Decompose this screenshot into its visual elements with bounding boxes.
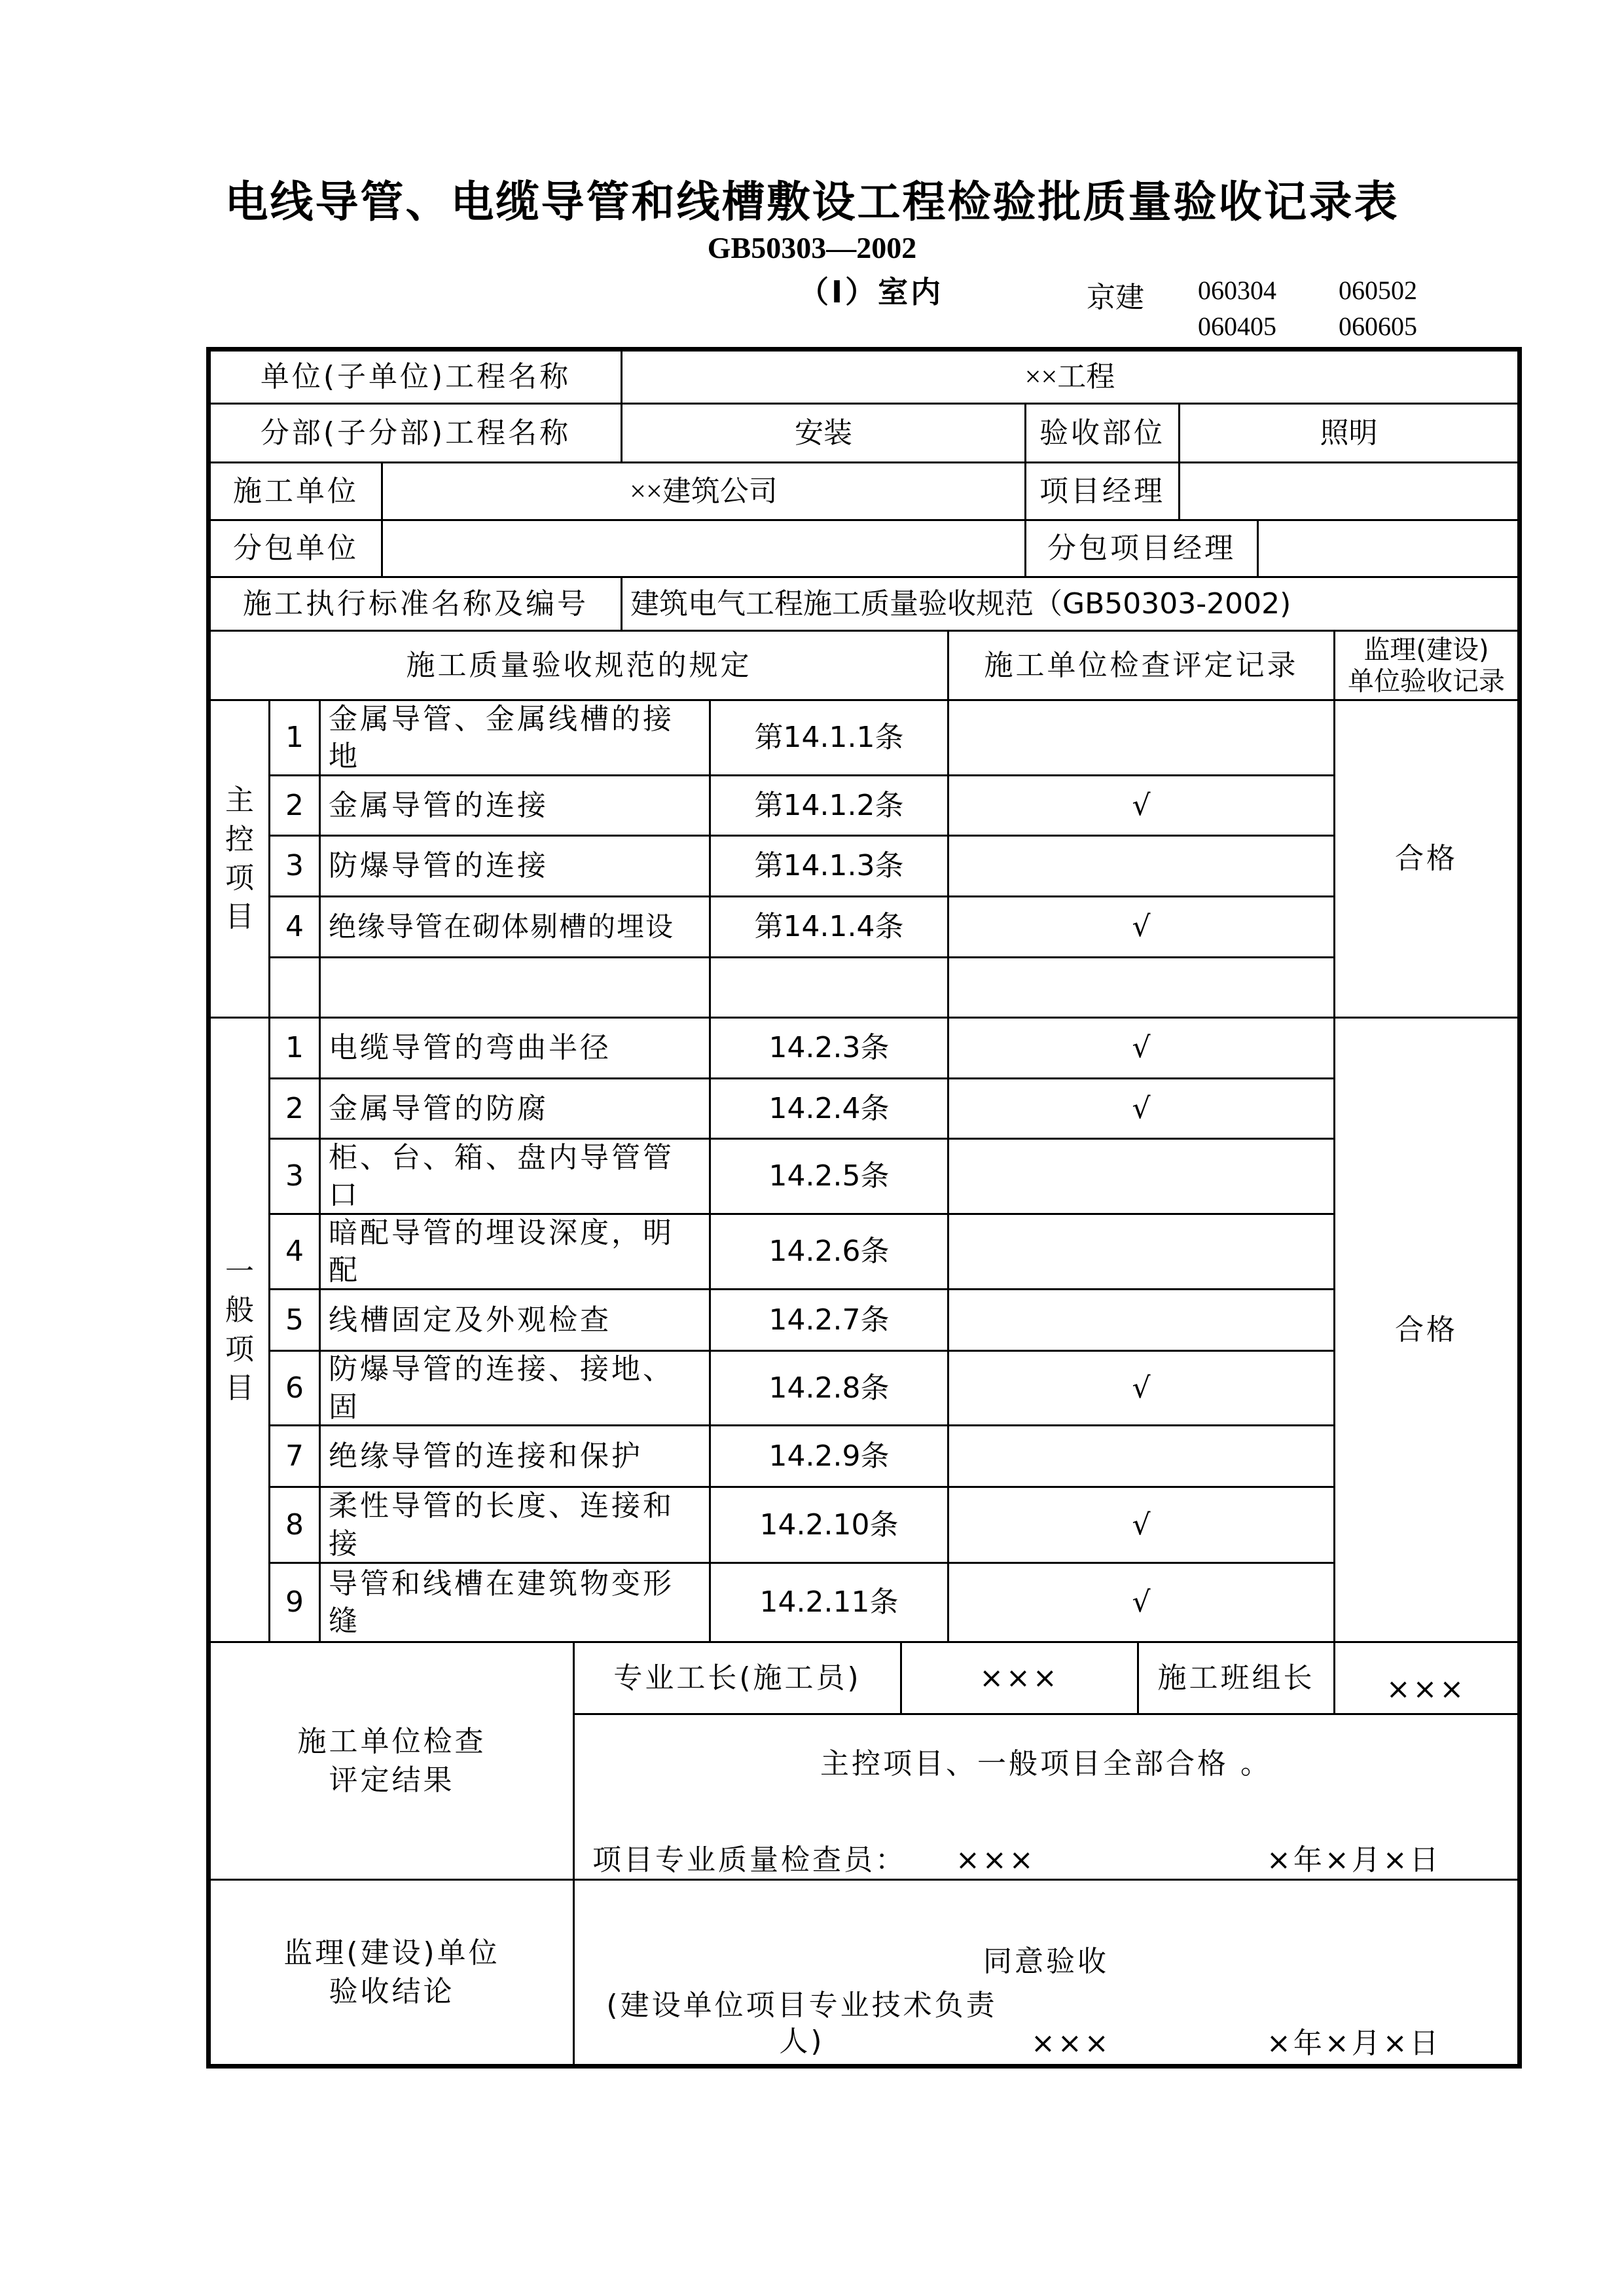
inspection-label-line2: 评定结果 [329,1763,455,1797]
item-check-mark[interactable] [949,1215,1333,1288]
item-text: 导管和线槽在建筑物变形缝 [329,1566,674,1638]
jing-jian-label: 京建 [1087,281,1144,314]
item-number: 1 [285,721,304,755]
item-clause: 第14.1.3条 [754,849,904,883]
construction-unit-label: 施工单位 [233,474,359,508]
supervision-header-line2: 单位验收记录 [1348,666,1505,696]
subcontract-manager-value[interactable] [1259,521,1517,576]
project-manager-label: 项目经理 [1039,474,1165,508]
item-number: 9 [285,1585,304,1619]
acceptance-part-label: 验收部位 [1039,416,1165,450]
supervision-person-label-line2: 人) [779,2025,825,2058]
foreman-value[interactable]: ××× [979,1661,1060,1695]
supervision-label-line1: 监理(建设)单位 [283,1936,500,1970]
supervision-label [211,1881,573,2064]
form-code: 060502 [1339,276,1417,305]
general-char: 目 [225,1371,254,1405]
supervision-header-line1: 监理(建设) [1363,634,1489,665]
standard-code: GB50303—2002 [707,231,917,264]
item-clause: 14.2.10条 [759,1508,899,1542]
main-control-label [211,701,268,1017]
item-number: 6 [285,1371,304,1405]
general-result[interactable]: 合格 [1395,1312,1458,1346]
standard-value[interactable]: 建筑电气工程施工质量验收规范（GB50303-2002) [630,587,1291,621]
subcontract-unit-value[interactable] [383,521,1024,576]
general-char: 项 [225,1332,254,1366]
item-clause: 14.2.11条 [759,1585,899,1619]
unit-project-value[interactable]: ××工程 [1024,361,1115,393]
form-subtitle: （Ⅰ）室内 [799,274,944,310]
item-check-mark[interactable] [949,1426,1333,1486]
check-record-column-header: 施工单位检查评定记录 [984,648,1299,682]
item-check-mark[interactable] [949,837,1333,895]
item-check-mark[interactable]: √ [1132,1585,1151,1619]
item-clause: 14.2.9条 [768,1439,890,1473]
team-leader-value[interactable]: ××× [1386,1672,1467,1707]
item-text: 绝缘导管在砌体剔槽的埋设 [329,910,675,943]
general-char: 般 [225,1293,254,1328]
form-code: 060605 [1339,312,1417,341]
item-text: 防爆导管的连接、接地、固 [329,1352,674,1424]
main-control-char: 控 [225,822,254,856]
main-control-char: 目 [225,900,254,934]
item-clause: 第14.1.4条 [754,910,904,944]
item-clause: 14.2.7条 [768,1303,890,1337]
form-code: 060304 [1198,276,1276,305]
subcontract-unit-label: 分包单位 [233,532,359,566]
project-manager-value[interactable] [1180,463,1517,519]
supervision-date[interactable]: ×年×月×日 [1267,2027,1441,2061]
item-text: 暗配导管的埋设深度，明配 [329,1216,674,1287]
item-number: 7 [285,1439,304,1473]
unit-project-label: 单位(子单位)工程名称 [260,360,571,394]
item-check-mark[interactable]: √ [1132,1091,1151,1125]
main-control-result[interactable]: 合格 [1395,842,1458,876]
acceptance-part-value[interactable]: 照明 [1320,416,1378,450]
item-clause: 第14.1.1条 [754,721,904,755]
supervision-person-label-line1: (建设单位项目专业技术负责 [606,1989,998,2022]
item-number: 2 [285,788,304,822]
inspection-label [211,1643,573,1879]
item-number: 5 [285,1303,304,1337]
spec-column-header: 施工质量验收规范的规定 [406,648,752,682]
item-clause: 14.2.4条 [768,1091,890,1125]
item-text: 金属导管、金属线槽的接地 [329,702,674,773]
item-number: 3 [285,849,304,883]
item-check-mark[interactable]: √ [1132,1371,1151,1405]
item-check-mark[interactable]: √ [1132,910,1151,944]
item-number: 1 [285,1031,304,1065]
main-control-char: 主 [225,784,254,818]
supervision-conclusion[interactable]: 同意验收 [983,1945,1109,1979]
inspection-date[interactable]: ×年×月×日 [1267,1843,1441,1877]
item-text: 防爆导管的连接 [329,849,549,883]
item-text: 柜、台、箱、盘内导管管口 [329,1140,674,1212]
item-clause: 14.2.5条 [768,1159,890,1193]
item-clause: 14.2.3条 [768,1031,890,1065]
inspection-result-text[interactable]: 主控项目、一般项目全部合格 。 [820,1747,1272,1781]
item-check-mark[interactable]: √ [1132,1031,1151,1065]
item-clause: 14.2.8条 [768,1371,890,1405]
item-number: 4 [285,910,304,944]
inspection-label-line1: 施工单位检查 [297,1724,486,1758]
item-check-mark[interactable] [949,1290,1333,1350]
item-number: 3 [285,1159,304,1193]
inspector-label: 项目专业质量检查员： [592,1843,907,1877]
item-number: 8 [285,1508,304,1542]
item-text: 电缆导管的弯曲半径 [329,1031,611,1065]
inspector-value[interactable]: ××× [956,1843,1036,1877]
supervision-label-line2: 验收结论 [329,1975,455,2008]
item-check-mark[interactable] [949,1140,1333,1213]
general-label [211,1019,268,1641]
supervision-person-value[interactable]: ××× [1031,2027,1111,2061]
item-text: 柔性导管的长度、连接和接 [329,1489,674,1561]
general-char: 一 [225,1254,254,1288]
construction-unit-value[interactable]: ××建筑公司 [630,475,778,507]
team-leader-label: 施工班组长 [1157,1661,1315,1695]
item-text: 金属导管的连接 [329,788,549,822]
division-value[interactable]: 安装 [795,416,852,449]
item-clause: 14.2.6条 [768,1235,890,1269]
subcontract-manager-label: 分包项目经理 [1047,532,1236,566]
item-text: 金属导管的防腐 [329,1091,549,1125]
item-text: 线槽固定及外观检查 [329,1303,611,1337]
form-code: 060405 [1198,312,1276,341]
supervision-column-header [1335,632,1517,699]
item-check-mark[interactable]: √ [1132,788,1151,822]
form-title: 电线导管、电缆导管和线槽敷设工程检验批质量验收记录表 [225,177,1399,227]
item-check-mark[interactable]: √ [1132,1508,1151,1542]
item-clause: 第14.1.2条 [754,788,904,822]
supervision-person-label [586,1983,1018,2063]
main-control-char: 项 [225,861,254,895]
item-number: 2 [285,1091,304,1125]
foreman-label: 专业工长(施工员) [613,1661,861,1695]
item-text: 绝缘导管的连接和保护 [329,1439,643,1473]
item-check-mark[interactable] [949,701,1333,774]
division-label: 分部(子分部)工程名称 [260,416,571,450]
standard-label: 施工执行标准名称及编号 [243,587,588,621]
item-number: 4 [285,1235,304,1269]
